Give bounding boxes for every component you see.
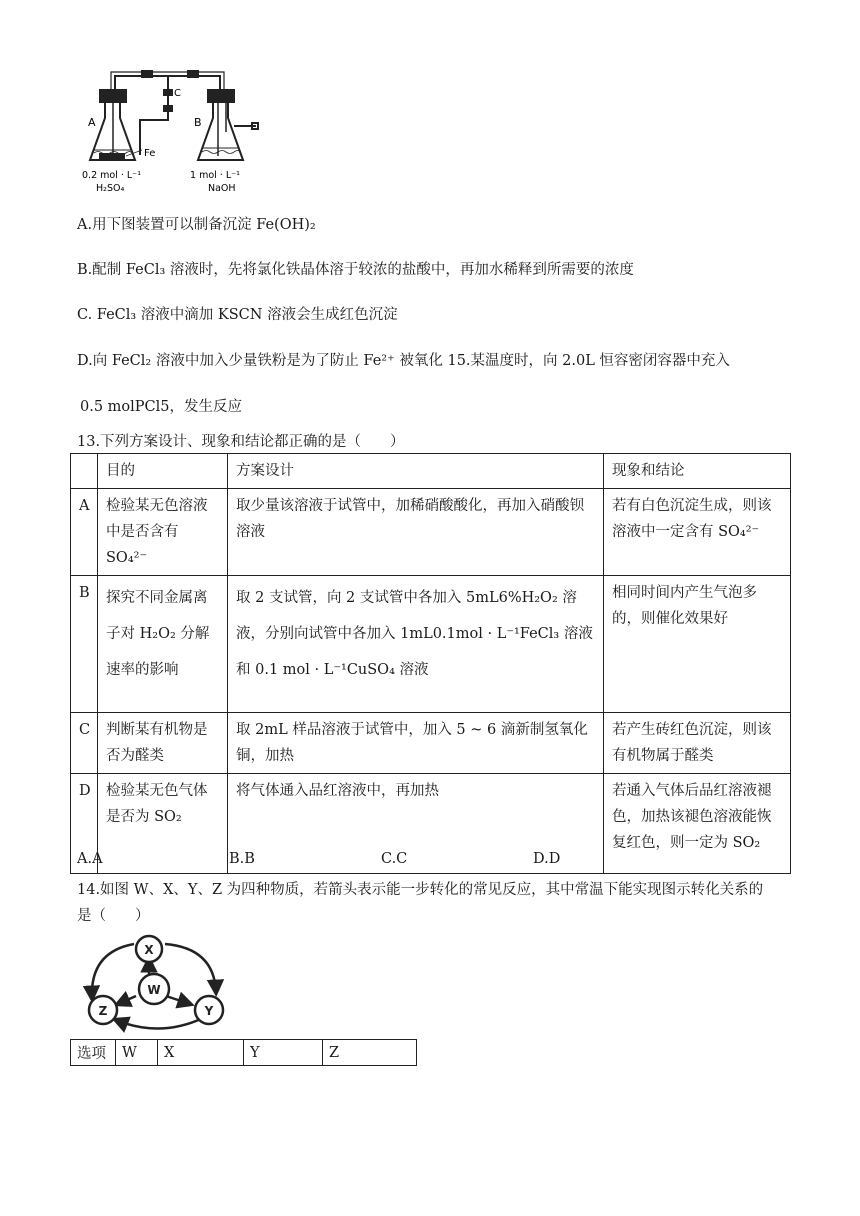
flask-b-reagent: NaOH bbox=[208, 183, 236, 194]
row-result: 若通入气体后品红溶液褪色，加热该褪色溶液能恢复红色，则一定为 SO₂ bbox=[604, 774, 791, 874]
q13-choice-d[interactable]: D.D bbox=[533, 851, 561, 867]
q14-stem-line2: 是（ ） bbox=[77, 908, 150, 924]
row-result: 若产生砖红色沉淀，则该有机物属于醛类 bbox=[604, 713, 791, 774]
q12-option-c: C. FeCl₃ 溶液中滴加 KSCN 溶液会生成红色沉淀 bbox=[77, 307, 398, 323]
row-purpose: 检验某无色气体是否为 SO₂ bbox=[98, 774, 228, 874]
q12-option-a: A.用下图装置可以制备沉淀 Fe(OH)₂ bbox=[77, 217, 316, 233]
header-cell-design: 方案设计 bbox=[228, 454, 604, 489]
row-design: 取 2 支试管，向 2 支试管中各加入 5mL6%H₂O₂ 溶液，分别向试管中各加入 1mL0.1mol · L⁻¹FeCl₃ 溶液和 0.1 mol · L⁻¹CuSO₄ 溶液 bbox=[228, 576, 604, 713]
header-cell-x: X bbox=[158, 1040, 244, 1066]
label-b: B bbox=[194, 116, 202, 129]
row-result: 若有白色沉淀生成，则该溶液中一定含有 SO₄²⁻ bbox=[604, 489, 791, 576]
node-z-label: Z bbox=[98, 1004, 108, 1018]
q13-table bbox=[70, 453, 791, 874]
q12-option-d: D.向 FeCl₂ 溶液中加入少量铁粉是为了防止 Fe²⁺ 被氧化 15.某温度时，向 2.0L 恒容密闭容器中充入 bbox=[77, 353, 730, 369]
row-design: 将气体通入品红溶液中，再加热 bbox=[228, 774, 604, 874]
table-header-row bbox=[71, 1040, 417, 1066]
table-header-row bbox=[71, 454, 791, 489]
label-a: A bbox=[88, 116, 96, 129]
row-label: D bbox=[71, 774, 98, 874]
row-purpose: 检验某无色溶液中是否含有 SO₄²⁻ bbox=[98, 489, 228, 576]
row-design: 取少量该溶液于试管中，加稀硝酸酸化，再加入硝酸钡溶液 bbox=[228, 489, 604, 576]
q13-choice-b[interactable]: B.B bbox=[229, 851, 255, 867]
row-label: C bbox=[71, 713, 98, 774]
header-cell-purpose: 目的 bbox=[98, 454, 228, 489]
table-row bbox=[71, 713, 791, 774]
header-cell-result: 现象和结论 bbox=[604, 454, 791, 489]
row-label: A bbox=[71, 489, 98, 576]
q12-option-b: B.配制 FeCl₃ 溶液时，先将氯化铁晶体溶于较浓的盐酸中，再加水稀释到所需要的浓度 bbox=[77, 262, 634, 278]
header-cell-y: Y bbox=[244, 1040, 323, 1066]
table-row bbox=[71, 489, 791, 576]
row-label: B bbox=[71, 576, 98, 713]
table-row bbox=[71, 774, 791, 874]
q14-table bbox=[70, 1039, 417, 1066]
table-row bbox=[71, 576, 791, 713]
flask-a-reagent: H₂SO₄ bbox=[96, 183, 125, 194]
header-cell-w: W bbox=[116, 1040, 158, 1066]
header-cell-option: 选项 bbox=[71, 1040, 116, 1066]
row-design: 取 2mL 样品溶液于试管中，加入 5 ~ 6 滴新制氢氧化铜，加热 bbox=[228, 713, 604, 774]
apparatus-drawing bbox=[80, 60, 280, 200]
row-purpose: 探究不同金属离子对 H₂O₂ 分解速率的影响 bbox=[98, 576, 228, 713]
apparatus-figure bbox=[80, 60, 280, 200]
q13-choice-a[interactable]: A.A bbox=[77, 851, 103, 867]
q14-stem-line1: 14.如图 W、X、Y、Z 为四种物质，若箭头表示能一步转化的常见反应，其中常温下能实现图示转化关系的 bbox=[77, 882, 764, 898]
conversion-drawing bbox=[78, 930, 238, 1034]
node-y-label: Y bbox=[204, 1004, 214, 1018]
q13-stem: 13.下列方案设计、现象和结论都正确的是（ ） bbox=[77, 434, 405, 450]
q13-choice-c[interactable]: C.C bbox=[381, 851, 408, 867]
label-c: C bbox=[174, 88, 181, 99]
q15-continuation: 0.5 molPCl5，发生反应 bbox=[80, 399, 242, 415]
flask-a-conc: 0.2 mol · L⁻¹ bbox=[82, 170, 142, 181]
node-x-label: X bbox=[144, 943, 154, 957]
header-cell-z: Z bbox=[323, 1040, 417, 1066]
node-w-label: W bbox=[147, 983, 161, 997]
label-fe: Fe bbox=[144, 148, 156, 159]
header-cell-blank bbox=[71, 454, 98, 489]
row-purpose: 判断某有机物是否为醛类 bbox=[98, 713, 228, 774]
row-result: 相同时间内产生气泡多的，则催化效果好 bbox=[604, 576, 791, 713]
flask-b-conc: 1 mol · L⁻¹ bbox=[190, 170, 240, 181]
conversion-diagram bbox=[78, 930, 238, 1034]
